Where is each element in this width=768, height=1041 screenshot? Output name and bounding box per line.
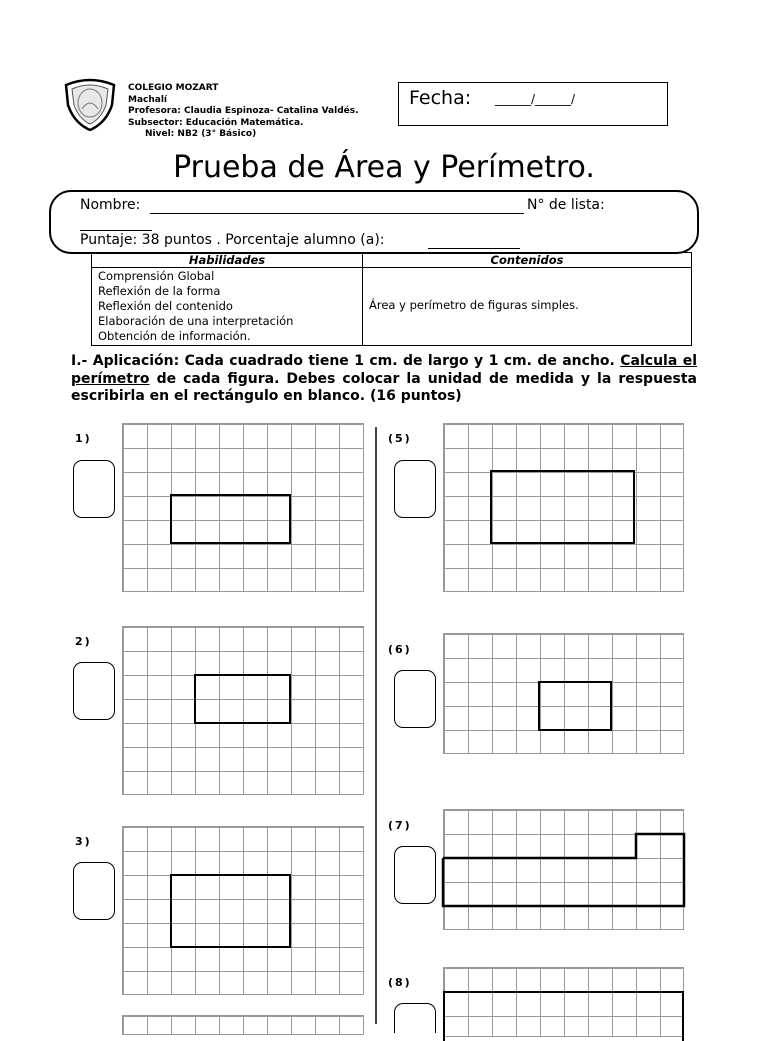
exercise-label: (6) <box>388 643 412 656</box>
exercise-label: 1) <box>75 432 92 445</box>
answer-box[interactable] <box>73 460 115 518</box>
grid <box>122 1015 364 1035</box>
answer-box[interactable] <box>73 662 115 720</box>
school-info <box>128 83 359 141</box>
date-box <box>398 82 668 126</box>
date-label: Fecha: <box>409 87 472 109</box>
exercise-label: (8) <box>388 976 412 989</box>
answer-box[interactable] <box>394 1003 436 1033</box>
name-field[interactable] <box>150 213 524 214</box>
subject-line: Subsector: Educación Matemática. <box>128 117 304 128</box>
level-line: Nivel: NB2 (3° Básico) <box>145 129 257 139</box>
rectangle-figure <box>170 494 291 544</box>
exercise-label: (7) <box>388 819 412 832</box>
teacher-line: Profesora: Claudia Espinoza- Catalina Valdés. <box>128 106 359 116</box>
exercise-label: (5) <box>388 432 412 445</box>
rectangle-figure <box>443 991 684 1041</box>
rectangle-figure <box>490 470 635 544</box>
skill-item: Reflexión de la forma <box>98 284 221 298</box>
skill-item: Comprensión Global <box>98 269 215 283</box>
date-blanks[interactable]: ______/______/ <box>495 92 576 106</box>
answer-box[interactable] <box>73 862 115 920</box>
rectangle-figure <box>194 674 291 724</box>
exercise-label: 2) <box>75 635 92 648</box>
skill-item: Obtención de información. <box>98 329 251 343</box>
school-logo <box>62 75 118 131</box>
page-title: Prueba de Área y Perímetro. <box>173 150 595 185</box>
answer-box[interactable] <box>394 670 436 728</box>
score-line: Puntaje: 38 puntos . Porcentaje alumno (a): <box>80 232 385 248</box>
percentage-field[interactable] <box>428 248 520 249</box>
header-contenidos: Contenidos <box>363 253 692 268</box>
square-figure <box>538 681 612 731</box>
skill-item: Elaboración de una interpretación <box>98 314 294 328</box>
answer-box[interactable] <box>394 846 436 904</box>
habilidades-cell <box>92 268 363 346</box>
skills-table <box>91 252 692 346</box>
column-divider <box>375 427 377 1024</box>
blank-line[interactable] <box>80 230 152 231</box>
list-number-label: N° de lista: <box>527 197 605 213</box>
exercise-label: 3) <box>75 835 92 848</box>
skill-item: Reflexión del contenido <box>98 299 233 313</box>
name-label: Nombre: <box>80 197 141 213</box>
instructions <box>71 353 697 406</box>
instructions-underlined: Calcula el perímetro <box>71 353 697 387</box>
rectangle-figure <box>170 874 291 948</box>
instructions-lead: I.- Aplicación: Cada cuadrado tiene 1 cm. de largo y 1 cm. de ancho. <box>71 353 615 369</box>
school-name: COLEGIO MOZART <box>128 83 219 93</box>
contenidos-cell: Área y perímetro de figuras simples. <box>363 268 692 346</box>
header-habilidades: Habilidades <box>92 253 363 268</box>
school-city: Machalí <box>128 94 168 105</box>
l-shape-figure <box>441 831 687 909</box>
answer-box[interactable] <box>394 460 436 518</box>
instructions-rest: de cada figura. Debes colocar la unidad de medida y la respuesta escribirla en el rectángulo en blanco. (16 puntos) <box>71 370 698 404</box>
